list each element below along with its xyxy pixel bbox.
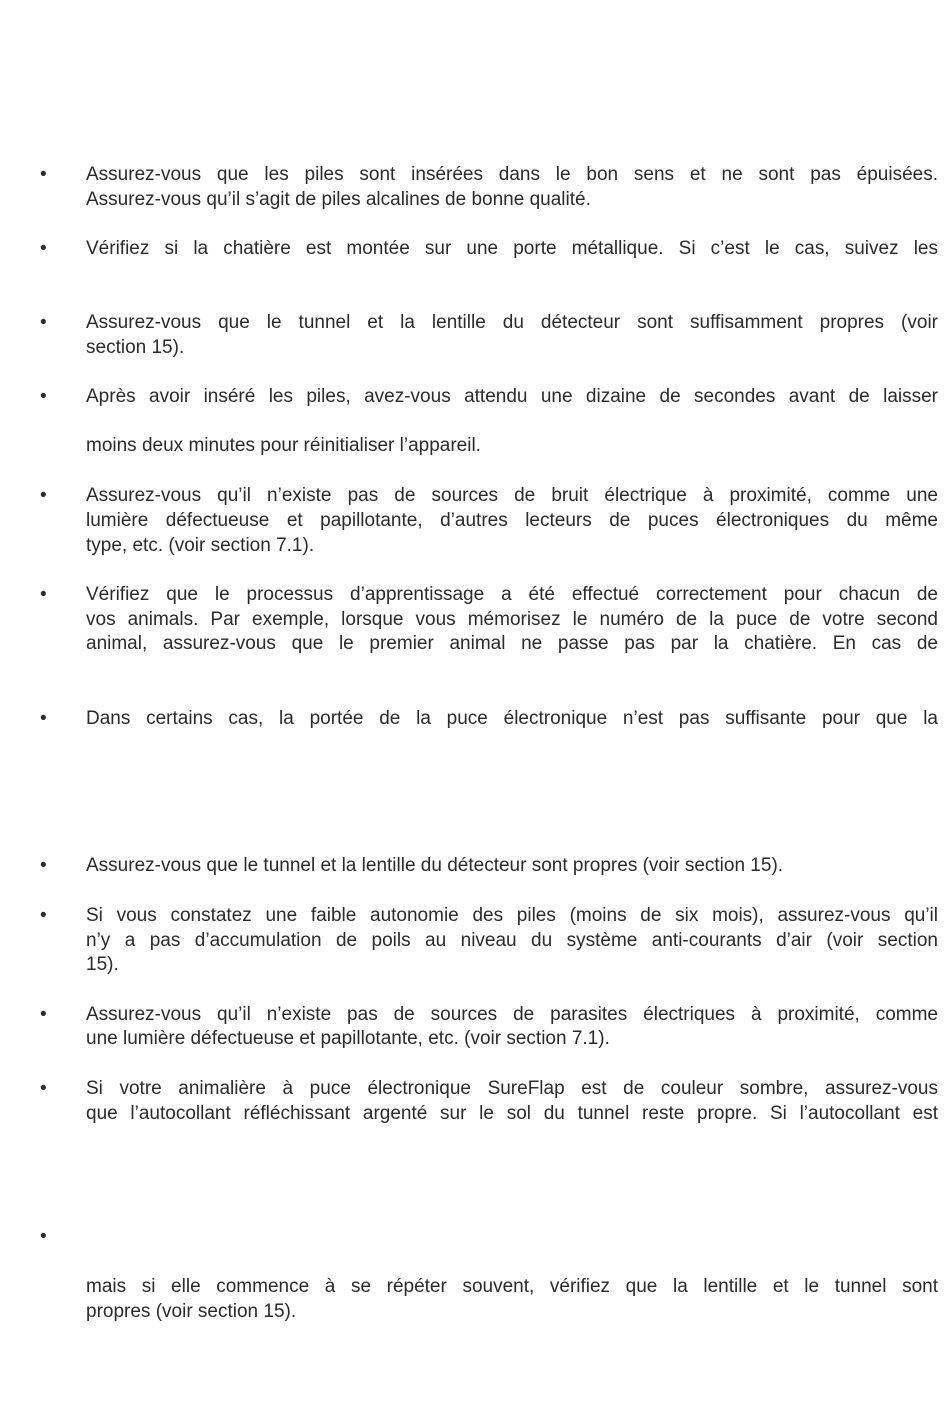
paragraph-line: Assurez-vous qu’il n’existe pas de sources de bruit électrique à proximité, comme une — [86, 485, 938, 506]
paragraph-line: Vérifiez si la chatière est montée sur une porte métallique. Si c’est le cas, suivez les — [86, 238, 938, 259]
paragraph-line: animal, assurez-vous que le premier animal ne passe pas par la chatière. En cas de — [86, 633, 938, 654]
paragraph-line: Assurez-vous que les piles sont insérées dans le bon sens et ne sont pas épuisées. — [86, 164, 938, 185]
bullet-marker: • — [40, 905, 47, 926]
bullet-marker: • — [40, 485, 47, 506]
paragraph-line: lumière défectueuse et papillotante, d’autres lecteurs de puces électroniques du même — [86, 510, 938, 531]
paragraph-line: n’y a pas d’accumulation de poils au niveau du système anti-courants d’air (voir section — [86, 930, 938, 951]
bullet-marker: • — [40, 1078, 47, 1099]
paragraph-line: section 15). — [86, 337, 185, 358]
paragraph-line: propres (voir section 15). — [86, 1301, 297, 1322]
paragraph-line: Après avoir inséré les piles, avez-vous attendu une dizaine de secondes avant de laisser — [86, 386, 938, 407]
bullet-marker: • — [40, 1004, 47, 1025]
bullet-marker: • — [40, 708, 47, 729]
paragraph-line: Assurez-vous que le tunnel et la lentille du détecteur sont suffisamment propres (voir — [86, 312, 938, 333]
paragraph-line: type, etc. (voir section 7.1). — [86, 535, 315, 556]
bullet-marker: • — [40, 855, 47, 876]
bullet-marker: • — [40, 386, 47, 407]
paragraph-line: Si votre animalière à puce électronique SureFlap est de couleur sombre, assurez-vous — [86, 1078, 938, 1099]
paragraph-line: Assurez-vous que le tunnel et la lentille du détecteur sont propres (voir section 15). — [86, 855, 784, 876]
paragraph-line: vos animals. Par exemple, lorsque vous mémorisez le numéro de la puce de votre second — [86, 609, 938, 630]
paragraph-line: Assurez-vous qu’il n’existe pas de sources de parasites électriques à proximité, comme — [86, 1004, 938, 1025]
paragraph-line: Si vous constatez une faible autonomie des piles (moins de six mois), assurez-vous qu’il — [86, 905, 938, 926]
bullet-marker: • — [40, 164, 47, 185]
paragraph-line: Dans certains cas, la portée de la puce électronique n’est pas suffisante pour que la — [86, 708, 938, 729]
bullet-marker: • — [40, 312, 47, 333]
paragraph-line: mais si elle commence à se répéter souvent, vérifiez que la lentille et le tunnel sont — [86, 1276, 938, 1297]
paragraph-line: 15). — [86, 954, 119, 975]
bullet-marker: • — [40, 238, 47, 259]
bullet-marker: • — [40, 1226, 47, 1247]
bullet-marker: • — [40, 584, 47, 605]
paragraph-line: une lumière défectueuse et papillotante, etc. (voir section 7.1). — [86, 1028, 610, 1049]
paragraph-line: que l’autocollant réfléchissant argenté sur le sol du tunnel reste propre. Si l’autocollant est — [86, 1103, 938, 1124]
paragraph-line: Vérifiez que le processus d’apprentissage a été effectué correctement pour chacun de — [86, 584, 938, 605]
paragraph-line: Assurez-vous qu’il s’agit de piles alcalines de bonne qualité. — [86, 189, 591, 210]
paragraph-line: moins deux minutes pour réinitialiser l’appareil. — [86, 435, 481, 456]
